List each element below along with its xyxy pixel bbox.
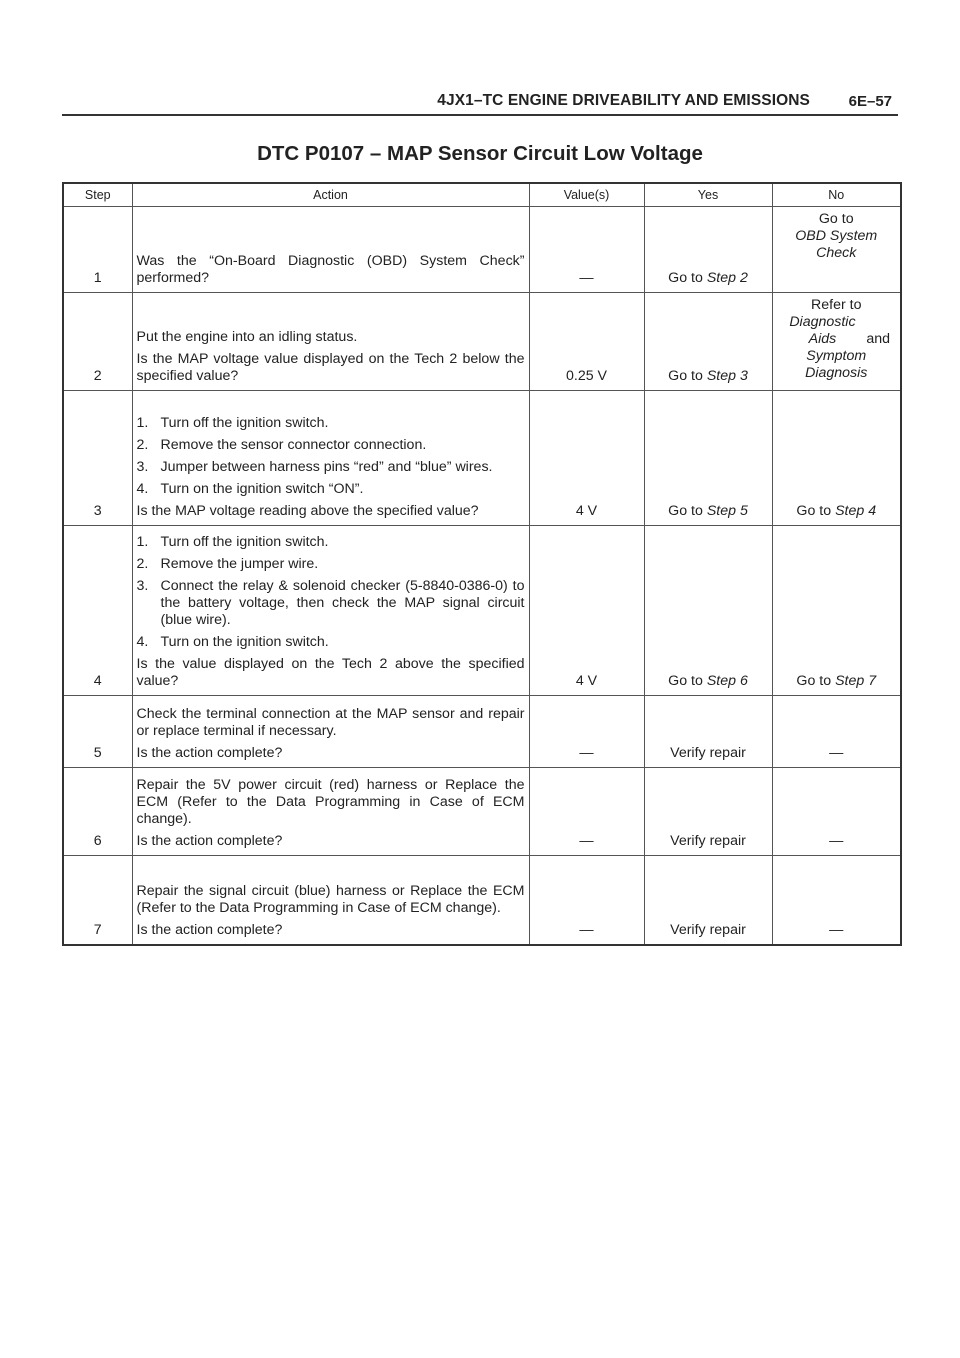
list-number: 1. [136,415,149,431]
table-header-row [63,183,901,207]
action-item: 2. Remove the sensor connector connection. [136,437,427,453]
yes-prefix: Go to [668,673,707,689]
table-row-step-4 [63,526,901,696]
step-yes [644,207,772,293]
step-action [132,696,529,768]
table-row-step-2 [63,293,901,391]
no-diagnostic-aids-link: Diagnostic Aids [789,314,856,347]
action-item: 3. Jumper between harness pins “red” and “blue” wires. [136,459,493,475]
action-text: Was the “On-Board Diagnostic (OBD) System Check” performed? [136,253,525,286]
step-no [772,207,901,293]
step-yes: Verify repair [644,696,772,768]
yes-step-link: Step 2 [706,270,748,286]
step-number: 1 [63,207,132,293]
no-step-link: Step 4 [835,503,877,519]
step-number: 7 [63,856,132,945]
action-item: 3. Connect the relay & solenoid checker (5-8840-0386-0) to the battery voltage, then check the MAP signal circuit (blue wire). [136,578,525,628]
action-question: Is the action complete? [136,833,283,849]
column-header-values: Value(s) [529,183,644,207]
step-yes [644,526,772,696]
table-row-step-5 [63,696,901,768]
step-yes: Verify repair [644,768,772,856]
list-number: 3. [136,578,149,594]
yes-step-link: Step 6 [706,673,748,689]
no-step-link: OBD System Check [795,228,878,261]
action-question: Is the MAP voltage reading above the specified value? [136,503,479,519]
diagnostic-table [62,182,902,946]
yes-prefix: Go to [668,368,707,384]
action-question: Is the action complete? [136,921,283,938]
no-step-link: Step 7 [835,673,877,689]
yes-prefix: Go to [668,503,707,519]
action-item: 1. Turn off the ignition switch. [136,534,329,550]
step-action [132,391,529,526]
action-item: 4. Turn on the ignition switch “ON”. [136,481,364,497]
no-and-text: and [866,331,891,347]
step-value: — [529,768,644,856]
action-question: Is the action complete? [136,745,283,761]
step-action [132,293,529,391]
step-number: 5 [63,696,132,768]
table-row-step-6 [63,768,901,856]
column-header-no: No [772,183,901,207]
action-item: 1. Turn off the ignition switch. [136,415,329,431]
table-row-step-7 [63,856,901,945]
no-refer-text: Refer to [811,297,862,313]
action-text: Repair the 5V power circuit (red) harness or Replace the ECM (Refer to the Data Programming in Case of ECM change). [136,777,525,827]
step-yes: Verify repair [644,856,772,945]
no-prefix: Go to [796,673,836,689]
step-value: 0.25 V [529,293,644,391]
step-value: 4 V [529,526,644,696]
step-number: 2 [63,293,132,391]
step-number: 6 [63,768,132,856]
action-item: 2. Remove the jumper wire. [136,556,319,572]
action-question: Is the MAP voltage value displayed on the Tech 2 below the specified value? [136,351,525,384]
column-header-yes: Yes [644,183,772,207]
step-no: — [772,856,901,945]
step-action [132,526,529,696]
page-header [62,88,898,116]
step-action [132,768,529,856]
step-number: 3 [63,391,132,526]
table-row-step-3 [63,391,901,526]
step-no [772,391,901,526]
page-number: 6E–57 [848,93,892,110]
list-number: 2. [136,556,149,572]
action-item: 4. Turn on the ignition switch. [136,634,329,650]
step-yes [644,293,772,391]
step-no [772,293,901,391]
yes-prefix: Go to [668,270,707,286]
list-number: 4. [136,634,149,650]
step-value: — [529,696,644,768]
list-number: 2. [136,437,149,453]
step-value: — [529,856,644,945]
list-number: 1. [136,534,149,550]
no-prefix: Go to [796,503,836,519]
step-action [132,207,529,293]
column-header-action: Action [132,183,529,207]
action-text: Repair the signal circuit (blue) harness or Replace the ECM (Refer to the Data Programming in Case of ECM change). [136,882,525,916]
no-symptom-diagnosis-link: Symptom Diagnosis [805,348,868,381]
list-number: 4. [136,481,149,497]
section-title: 4JX1–TC ENGINE DRIVEABILITY AND EMISSIONS [437,92,810,109]
step-no [772,526,901,696]
column-header-step: Step [63,183,132,207]
step-no: — [772,768,901,856]
step-yes [644,391,772,526]
yes-step-link: Step 5 [706,503,748,519]
action-text: Put the engine into an idling status. [136,329,358,345]
yes-step-link: Step 3 [706,368,748,384]
no-prefix: Go to [818,211,854,227]
step-number: 4 [63,526,132,696]
step-no: — [772,696,901,768]
step-action [132,856,529,945]
table-row-step-1 [63,207,901,293]
step-value: — [529,207,644,293]
action-text: Check the terminal connection at the MAP sensor and repair or replace terminal if necessary. [136,706,525,739]
action-question: Is the value displayed on the Tech 2 above the specified value? [136,656,525,689]
page-title: DTC P0107 – MAP Sensor Circuit Low Voltage [257,142,703,165]
list-number: 3. [136,459,149,475]
step-value: 4 V [529,391,644,526]
